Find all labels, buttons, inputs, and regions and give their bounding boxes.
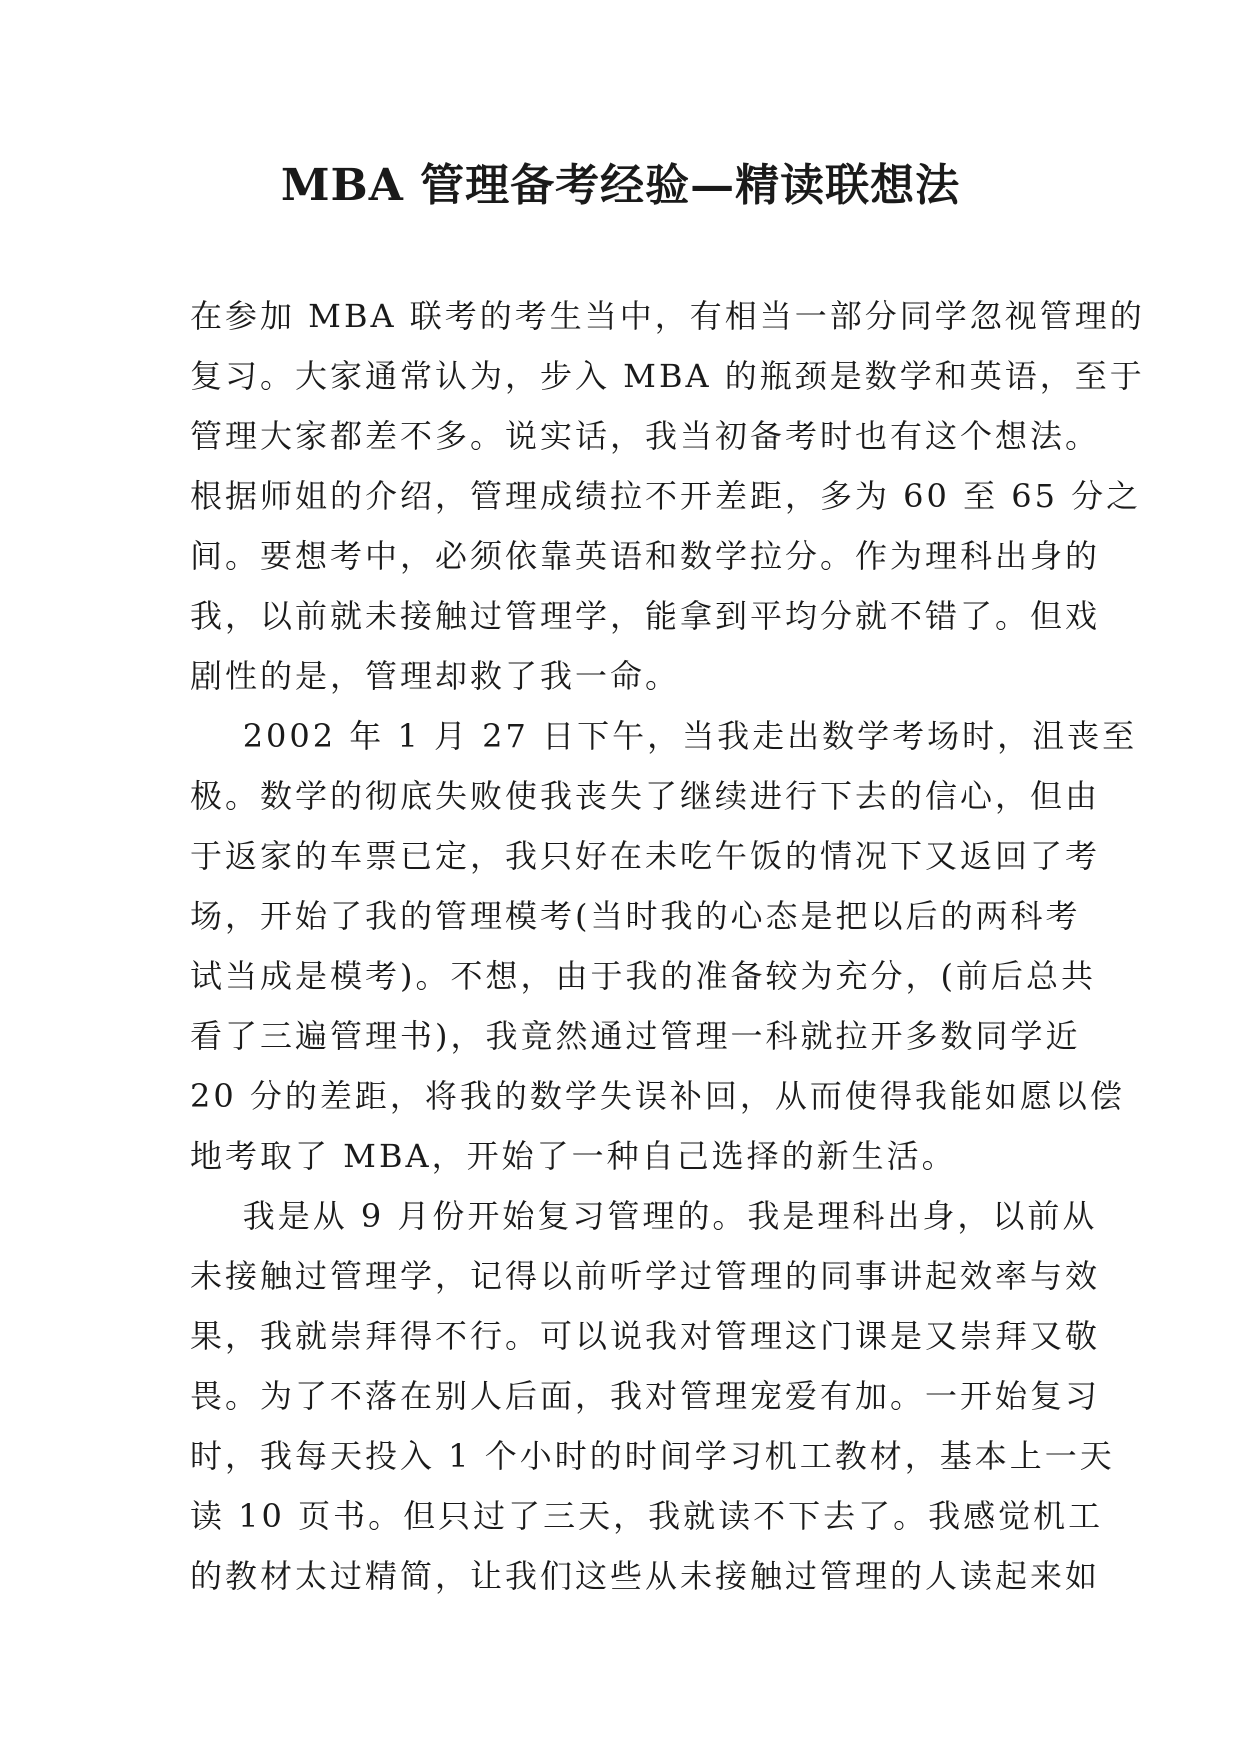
text-line: 试当成是模考)。不想，由于我的准备较为充分，(前后总共 xyxy=(190,957,1096,995)
text-line: 复习。大家通常认为，步入 MBA 的瓶颈是数学和英语，至于 xyxy=(190,357,1145,395)
text-line: 时，我每天投入 1 个小时的时间学习机工教材，基本上一天 xyxy=(190,1437,1115,1475)
text-line: 看了三遍管理书)，我竟然通过管理一科就拉开多数同学近 xyxy=(190,1017,1081,1055)
paragraph-3 xyxy=(190,1186,1115,1606)
paragraph-2 xyxy=(190,706,1138,1186)
text-line: 于返家的车票已定，我只好在未吃午饭的情况下又返回了考 xyxy=(190,837,1101,875)
text-line: 极。数学的彻底失败使我丧失了继续进行下去的信心，但由 xyxy=(190,777,1101,815)
text-line: 间。要想考中，必须依靠英语和数学拉分。作为理科出身的 xyxy=(190,537,1101,575)
text-line: 我是从 9 月份开始复习管理的。我是理科出身，以前从 xyxy=(190,1197,1098,1235)
text-line: 果，我就崇拜得不行。可以说我对管理这门课是又崇拜又敬 xyxy=(190,1317,1101,1355)
text-line: 地考取了 MBA，开始了一种自己选择的新生活。 xyxy=(190,1137,957,1175)
text-line: 剧性的是，管理却救了我一命。 xyxy=(190,657,681,695)
text-line: 20 分的差距，将我的数学失误补回，从而使得我能如愿以偿 xyxy=(190,1077,1125,1115)
text-line: 我，以前就未接触过管理学，能拿到平均分就不错了。但戏 xyxy=(190,597,1101,635)
text-line: 场，开始了我的管理模考(当时我的心态是把以后的两科考 xyxy=(190,897,1081,935)
text-line: 读 10 页书。但只过了三天，我就读不下去了。我感觉机工 xyxy=(190,1497,1104,1535)
text-line: 2002 年 1 月 27 日下午，当我走出数学考场时，沮丧至 xyxy=(190,717,1138,755)
text-line: 的教材太过精简，让我们这些从未接触过管理的人读起来如 xyxy=(190,1557,1101,1595)
document-title: MBA 管理备考经验—精读联想法 xyxy=(280,160,961,211)
document-body xyxy=(190,286,1145,1606)
text-line: 管理大家都差不多。说实话，我当初备考时也有这个想法。 xyxy=(190,417,1101,455)
text-line: 未接触过管理学，记得以前听学过管理的同事讲起效率与效 xyxy=(190,1257,1101,1295)
text-line: 畏。为了不落在别人后面，我对管理宠爱有加。一开始复习 xyxy=(190,1377,1101,1415)
text-line: 在参加 MBA 联考的考生当中，有相当一部分同学忽视管理的 xyxy=(190,297,1145,335)
text-line: 根据师姐的介绍，管理成绩拉不开差距，多为 60 至 65 分之 xyxy=(190,477,1142,515)
paragraph-1 xyxy=(190,286,1145,706)
